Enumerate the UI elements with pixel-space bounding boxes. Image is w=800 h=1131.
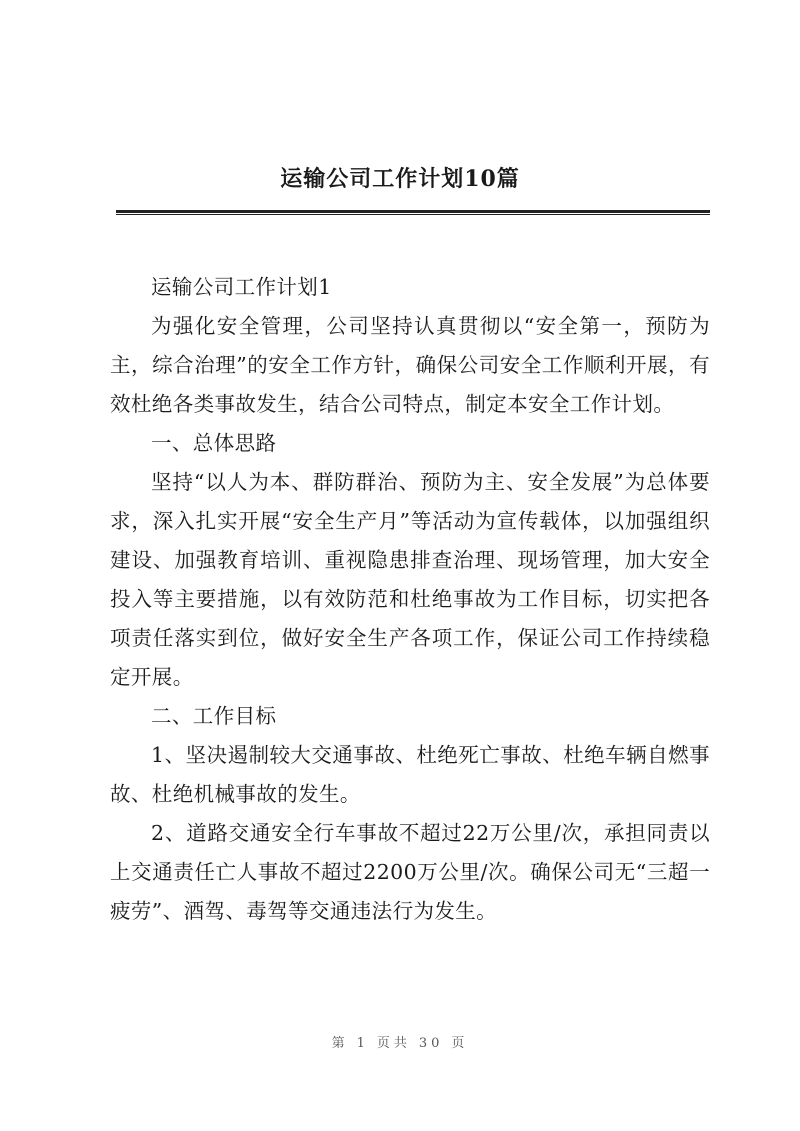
title-divider bbox=[116, 210, 710, 213]
section-heading-work-goals: 二、工作目标 bbox=[151, 704, 277, 728]
document-title: 运输公司工作计划10篇 bbox=[280, 166, 520, 192]
footer-suffix: 页 bbox=[451, 1036, 469, 1051]
footer-total-pages: 30 bbox=[418, 1036, 444, 1051]
document-body bbox=[110, 268, 710, 931]
intro-paragraph: 为强化安全管理，公司坚持认真贯彻以“安全第一，预防为主，综合治理”的安全工作方针，确保公司安全工作顺利开展，有效杜绝各类事故发生，结合公司特点，制定本安全工作计划。 bbox=[110, 314, 710, 416]
footer-prefix: 第 bbox=[331, 1036, 349, 1051]
footer-middle: 页共 bbox=[376, 1036, 411, 1051]
goal-item-1: 1、坚决遏制较大交通事故、杜绝死亡事故、杜绝车辆自燃事故、杜绝机械事故的发生。 bbox=[110, 743, 710, 806]
section-heading-plan-1: 运输公司工作计划1 bbox=[151, 275, 332, 299]
footer-current-page: 1 bbox=[356, 1036, 369, 1051]
page-footer bbox=[0, 1032, 800, 1051]
section-heading-overall-approach: 一、总体思路 bbox=[151, 431, 277, 455]
overall-approach-paragraph: 坚持“以人为本、群防群治、预防为主、安全发展”为总体要求，深入扎实开展“安全生产月”等活动为宣传载体，以加强组织建设、加强教育培训、重视隐患排查治理、现场管理，加大安全投入等主要措施，以有效防范和杜绝事故为工作目标，切实把各项责任落实到位，做好安全生产各项工作，保证公司工作持续稳定开展。 bbox=[110, 470, 710, 689]
title-divider-thin bbox=[116, 214, 710, 215]
goal-item-2: 2、道路交通安全行车事故不超过22万公里/次，承担同责以上交通责任亡人事故不超过2200万公里/次。确保公司无“三超一疲劳”、酒驾、毒驾等交通违法行为发生。 bbox=[110, 821, 710, 923]
